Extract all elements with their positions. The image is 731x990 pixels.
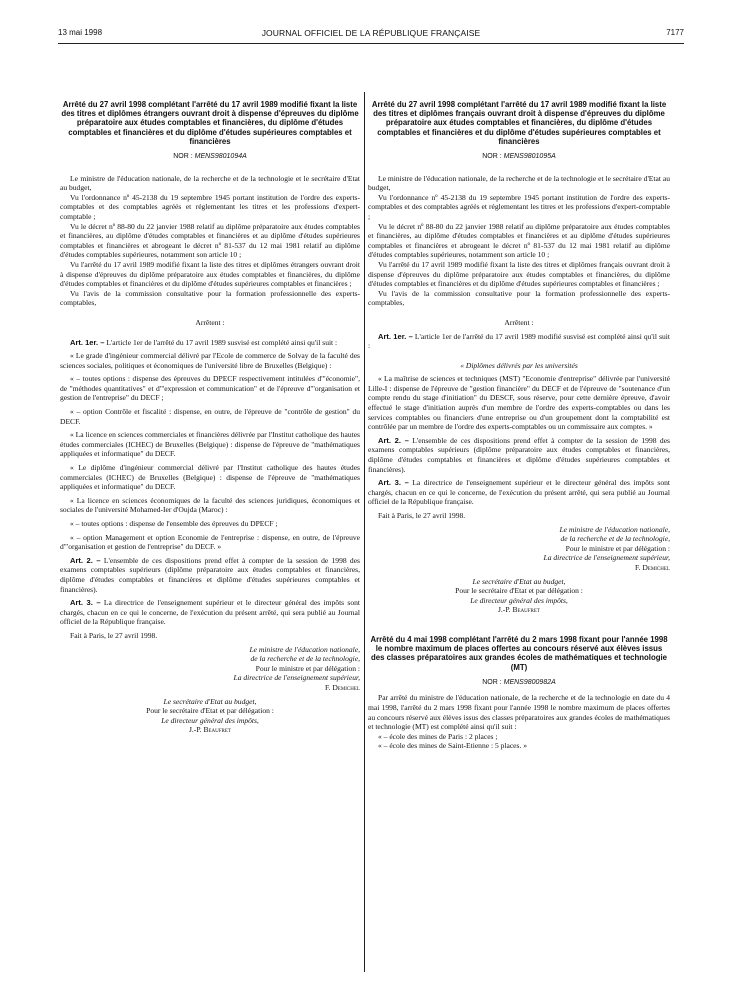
section-title: « Diplômes délivrés par les universités	[460, 360, 578, 370]
nor-label: NOR :	[482, 153, 502, 161]
signature-line: de la recherche et de la technologie,	[560, 534, 670, 544]
decree-2-item: « – école des mines de Paris : 2 places ;	[378, 731, 498, 741]
header-journal-title: JOURNAL OFFICIEL DE LA RÉPUBLIQUE FRANÇAISE	[261, 28, 481, 38]
nor-code: MENS9801095A	[503, 153, 556, 161]
intro-paragraph: Vu l'arrêté du 17 avril 1989 modifié fixant la liste des titres et diplômes étrangers ouvrant droit à dispense d'épreuves du diplôme préparatoire aux études comptables et financières, du diplôme d'études comptables et financières et du diplôme d'études supérieures comptables et financières ;	[60, 259, 360, 289]
nor-reference	[368, 152, 670, 162]
article-item: « – option Management et option Economie de l'entreprise : dispense, en outre, de l'épreuve d'"organisation et gestion de l'entreprise" du DECF. »	[60, 532, 360, 552]
signature-line: Le directeur général des impôts,	[161, 715, 259, 725]
article-1	[368, 332, 670, 351]
article-3	[368, 478, 670, 507]
intro-paragraph: Vu le décret nº 88-80 du 22 janvier 1988 relatif au diplôme préparatoire aux études comptables et financières, au diplôme d'études comptables et financières et au diplôme d'études supérieures comptables et financières et abrogeant le décret nº 81-537 du 12 mai 1981 relatif au diplôme d'études comptables supérieures, notamment son article 10 ;	[60, 221, 360, 260]
article-text: La directrice de l'enseignement supérieur et le directeur général des impôts sont chargés, chacun en ce qui le concerne, de l'exécution du présent arrêté, qui sera publié au Journal officiel de la République française.	[368, 478, 671, 507]
intro-paragraph: Vu l'avis de la commission consultative pour la formation professionnelle des experts-comptables,	[60, 288, 360, 308]
signature-line: Le secrétaire d'Etat au budget,	[472, 576, 566, 586]
nor-code: MENS9800982A	[503, 678, 556, 686]
article-text: L'ensemble de ces dispositions prend effet à compter de la session de 1998 des examens comptables supérieurs (diplôme préparatoire aux études comptables et financières, diplôme d'études comptables et financières et diplôme d'études supérieures comptables et financières).	[368, 435, 670, 474]
article-item: « – option Contrôle et fiscalité : dispense, en outre, de l'épreuve de "contrôle de gestion" du DECF.	[60, 407, 360, 426]
decree-2-item: « – école des mines de Saint-Etienne : 5 places. »	[378, 741, 528, 751]
article-label: Art. 1er. –	[378, 331, 413, 341]
article-text: L'article 1er de l'arrêté du 17 avril 1989 susvisé est complété ainsi qu'il suit :	[106, 337, 338, 347]
page-header	[58, 28, 684, 42]
header-rule	[58, 43, 684, 44]
article-2	[60, 556, 360, 594]
article-label: Art. 1er. –	[70, 337, 105, 347]
intro-paragraph: Vu l'ordonnance nº 45-2138 du 19 septembre 1945 portant institution de l'ordre des experts-comptables et des comptables agréés et réglementant les titres et les professions d'expert-comptable ;	[368, 192, 670, 221]
section-text: « La maîtrise de sciences et techniques (MST) "Economie d'entreprise" délivrée par l'université Lille-I : dispense de l'épreuve de "gestion financière" du DECF et de l'épreuve de "soutenance d'un compte rendu du stage d'initiation" du DESCF, sous réserve, pour cette dernière épreuve, d'avoir effectué le stage d'initiation auprès d'un membre de l'ordre des experts-comptables ou dans les services comptables ou financiers d'une entreprise ou d'un groupement dont la comptabilité est contrôlée par un membre de l'ordre des experts-comptables ou un commissaire aux comptes. »	[368, 374, 670, 432]
signature-line: Pour le ministre et par délégation :	[565, 543, 670, 553]
article-text: La directrice de l'enseignement supérieur et le directeur général des impôts sont chargés, chacun en ce qui le concerne, de l'exécution du présent arrêté, qui sera publié au Journal officiel de la République française.	[60, 598, 360, 627]
signature-line: Pour le secrétaire d'Etat et par délégation :	[146, 706, 274, 716]
signature-line: de la recherche et de la technologie,	[250, 654, 360, 664]
left-column	[60, 100, 360, 735]
decree-title: Arrêté du 27 avril 1998 complétant l'arrêté du 17 avril 1989 modifié fixant la liste des titres et diplômes étrangers ouvrant droit à dispense d'épreuves du diplôme préparatoire aux études comptables et financières, du diplôme d'études comptables et financières et du diplôme d'études supérieures comptables et financières	[61, 100, 359, 146]
signature-line: La directrice de l'enseignement supérieur,	[233, 673, 360, 683]
header-page-number: 7177	[666, 28, 684, 37]
decree-2-text: Par arrêté du ministre de l'éducation nationale, de la recherche et de la technologie en date du 4 mai 1998, l'arrêté du 2 mars 1998 fixant pour l'année 1998 le nombre maximum de places offertes au concours réservé aux élèves issus des classes préparatoires aux grandes écoles de mathématiques et technologie (MT) est complété ainsi qu'il suit :	[368, 693, 670, 732]
right-column	[368, 100, 670, 751]
nor-reference	[60, 152, 360, 162]
article-label: Art. 3. –	[378, 478, 409, 488]
intro-paragraph: Le ministre de l'éducation nationale, de la recherche et de la technologie et le secrétaire d'Etat au budget,	[368, 173, 670, 193]
nor-code: MENS9801094A	[194, 153, 247, 161]
intro-paragraph: Vu le décret nº 88-80 du 22 janvier 1988 relatif au diplôme préparatoire aux études comptables et financières, au diplôme d'études comptables et financières et au diplôme d'études supérieures comptables et financières et abrogeant le décret nº 81-537 du 12 mai 1981 relatif au diplôme d'études comptables supérieures, notamment son article 10 ;	[368, 221, 670, 260]
signature-name: J.-P. Beaufret	[497, 605, 540, 615]
signature-place-date: Fait à Paris, le 27 avril 1998.	[70, 630, 158, 640]
nor-label: NOR :	[482, 678, 502, 686]
signature-line: Le ministre de l'éducation nationale,	[249, 644, 360, 654]
article-1	[60, 338, 360, 348]
nor-label: NOR :	[173, 153, 193, 161]
article-label: Art. 2. –	[70, 555, 101, 565]
signature-name: F. Demichel	[324, 682, 360, 692]
arretent-heading: Arrêtent :	[195, 317, 225, 327]
article-item: « – toutes options : dispense des épreuves du DPECF respectivement intitulées d'"économie", de "méthodes quantitatives" et d'"expression et communication" et de l'épreuve d'"organisation et gestion de l'entreprise" du DECF ;	[60, 374, 360, 403]
header-date: 13 mai 1998	[58, 28, 103, 37]
signature-line: Pour le secrétaire d'Etat et par délégation :	[455, 586, 583, 596]
decree-title-2: Arrêté du 4 mai 1998 complétant l'arrêté du 2 mars 1998 fixant pour l'année 1998 le nombre maximum de places offertes au concours réservé aux élèves issus des classes préparatoires aux grandes écoles de mathématiques et technologie (MT)	[370, 634, 668, 672]
article-item: « La licence en sciences économiques de la faculté des sciences juridiques, économiques et sociales de l'université Mohamed-Ier d'Oujda (Maroc) :	[60, 495, 360, 515]
article-item: « – toutes options : dispense de l'ensemble des épreuves du DPECF ;	[70, 519, 278, 529]
intro-paragraph: Vu l'ordonnance nº 45-2138 du 19 septembre 1945 portant institution de l'ordre des experts-comptables et des comptables agréés et réglementant les titres et les professions d'expert-comptable ;	[60, 192, 360, 221]
nor-reference-2	[368, 678, 670, 688]
signature-line: Le secrétaire d'Etat au budget,	[163, 696, 257, 706]
article-item: « La licence en sciences commerciales et financières délivrée par l'Institut catholique des hautes études commerciales (ICHEC) de Bruxelles (Belgique) : dispense de l'épreuve de "mathématiques appliquées et informatique" du DECF.	[60, 430, 360, 459]
column-divider	[364, 92, 365, 972]
signature-line: Pour le ministre et par délégation :	[255, 663, 360, 673]
article-3	[60, 598, 360, 627]
article-item: « Le diplôme d'ingénieur commercial délivré par l'Institut catholique des hautes études commerciales (ICHEC) de Bruxelles (Belgique) : dispense de l'épreuve de "mathématiques appliquées et informatique" du DECF.	[60, 463, 360, 492]
signature-name: F. Demichel	[634, 562, 670, 572]
intro-paragraph: Vu l'avis de la commission consultative pour la formation professionnelle des experts-comptables,	[368, 288, 670, 308]
signature-line: La directrice de l'enseignement supérieur,	[543, 553, 670, 563]
signature-name: J.-P. Beaufret	[188, 725, 231, 735]
arretent-heading: Arrêtent :	[504, 317, 534, 327]
article-item: « Le grade d'ingénieur commercial délivré par l'Ecole de commerce de Solvay de la faculté des sciences sociales, politiques et économiques de l'université libre de Bruxelles (Belgique) :	[60, 351, 360, 370]
article-label: Art. 3. –	[70, 598, 101, 608]
article-2	[368, 436, 670, 474]
intro-paragraph: Vu l'arrêté du 17 avril 1989 modifié fixant la liste des titres et diplômes français ouvrant droit à dispense d'épreuves du diplôme préparatoire aux études comptables et financières, du diplôme d'études comptables et financières et du diplôme d'études supérieures comptables et financières ;	[368, 259, 670, 289]
article-text: L'article 1er de l'arrêté du 17 avril 1989 modifié susvisé est complété ainsi qu'il suit :	[368, 331, 670, 351]
intro-paragraph: Le ministre de l'éducation nationale, de la recherche et de la technologie et le secrétaire d'Etat au budget,	[60, 173, 360, 193]
signature-line: Le ministre de l'éducation nationale,	[559, 524, 670, 534]
signature-place-date: Fait à Paris, le 27 avril 1998.	[378, 511, 466, 521]
decree-title: Arrêté du 27 avril 1998 complétant l'arrêté du 17 avril 1989 modifié fixant la liste des titres et diplômes français ouvrant droit à dispense d'épreuves du diplôme préparatoire aux études comptables et financières, du diplôme d'études comptables et financières et du diplôme d'études supérieures comptables et financières	[371, 100, 667, 146]
signature-line: Le directeur général des impôts,	[470, 595, 568, 605]
article-text: L'ensemble de ces dispositions prend effet à compter de la session de 1998 des examens comptables supérieurs (diplôme préparatoire aux études comptables et financières, diplôme d'études comptables et financières et diplôme d'études supérieures comptables et financières).	[60, 555, 360, 594]
article-label: Art. 2. –	[378, 435, 409, 445]
